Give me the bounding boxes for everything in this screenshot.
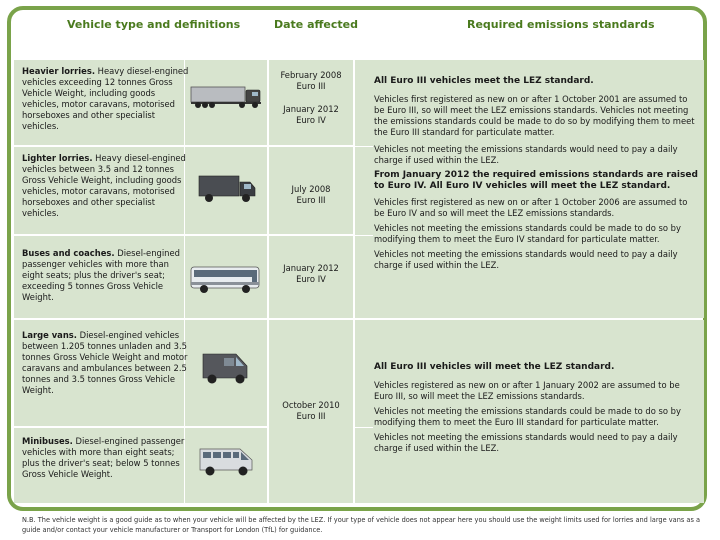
date-cell-heavy [269, 60, 353, 145]
standard-heavy-1: Euro III [296, 81, 326, 91]
vehicle-desc-large-vans: Large vans. Diesel-engined vehicles between 1.205 tonnes unladen and 3.5 tonnes Gross Vehicle Weight and motor caravans and ambulances between 2.5 tonnes and 3.5 tonnes Gross Vehicle Weight. [22, 330, 188, 395]
light-lorry-icon [198, 174, 258, 204]
date-cell-light [269, 147, 353, 234]
heavy-lorry-icon [190, 84, 264, 110]
vehicle-desc-minibuses: Minibuses. Diesel-engined passenger vehicles with more than eight seats; plus the driver's seat; below 5 tonnes Gross Vehicle Weight. [22, 436, 185, 479]
standard-van: Euro III [296, 411, 326, 421]
bus-icon [190, 264, 262, 296]
header-emissions-standards: Required emissions standards [467, 18, 655, 31]
standard-lower-2: Vehicles registered as new on or after 1 January 2002 are assumed to be Euro III, so will meet the LEZ emissions standards. [374, 379, 680, 401]
standard-bus: Euro IV [296, 274, 326, 284]
standard-upper-5: Vehicles first registered as new on or after 1 October 2006 are assumed to be Euro IV and so will meet the LEZ emissions standards. [374, 196, 688, 218]
standard-lower-4: Vehicles not meeting the emissions standards would need to pay a daily charge if used within the LEZ. [374, 431, 678, 453]
standard-light: Euro III [296, 195, 326, 205]
date-heavy-1: February 2008 [280, 70, 342, 80]
header-vehicle-type: Vehicle type and definitions [67, 18, 241, 31]
vehicle-desc-heavier-lorries: Heavier lorries. Heavy diesel-engined vehicles exceeding 12 tonnes Gross Vehicle Weight, including goods vehicles, motor caravans, motorised horseboxes and other specialist vehicles. [22, 66, 189, 131]
vehicle-desc-buses-coaches: Buses and coaches. Diesel-engined passenger vehicles with more than eight seats; plus the driver's seat; exceeding 5 tonnes Gross Vehicle Weight. [22, 248, 180, 302]
header-date-affected: Date affected [274, 18, 359, 31]
date-heavy-2: January 2012 [283, 104, 339, 114]
date-bus: January 2012 [283, 263, 339, 273]
standard-upper-3: Vehicles not meeting the emissions standards would need to pay a daily charge if used within the LEZ. [374, 143, 678, 165]
standard-upper-1: All Euro III vehicles meet the LEZ standard. [374, 76, 594, 86]
footnote: N.B. The vehicle weight is a good guide as to when your vehicle will be affected by the LEZ. If your type of vehicle does not appear here you should use the weight limits used for lorries and large vans as a guide and/or contact your vehicle manufacturer or Transport for London (TfL) for guidance. [22, 516, 701, 534]
standard-heavy-2: Euro IV [296, 115, 326, 125]
standard-upper-7: Vehicles not meeting the emissions standards would need to pay a daily charge if used within the LEZ. [374, 248, 678, 270]
date-van: October 2010 [282, 400, 340, 410]
standard-upper-6: Vehicles not meeting the emissions standards could be made to do so by modifying them to meet the Euro IV standard for particulate matter. [374, 222, 681, 244]
standard-lower-3: Vehicles not meeting the emissions standards could be made to do so by modifying them to meet the Euro III standard for particulate matter. [374, 405, 681, 427]
standard-upper-2: Vehicles first registered as new on or after 1 October 2001 are assumed to be Euro III, so will meet the LEZ emissions standards. Vehicles not meeting the emissions standards could be made to do so by modifying them to meet the Euro III standard for particulate matter. [374, 93, 695, 137]
van-icon [200, 350, 252, 386]
standards-upper [374, 76, 700, 271]
standard-upper-4: From January 2012 the required emissions standards are raised to Euro IV. All Euro IV vehicles will meet the LEZ standard. [374, 169, 698, 191]
date-cell-bus [269, 236, 353, 318]
standards-lower [374, 362, 700, 454]
date-light: July 2008 [291, 184, 331, 194]
vehicle-desc-lighter-lorries: Lighter lorries. Heavy diesel-engined vehicles between 3.5 and 12 tonnes Gross Vehicle Weight, including goods vehicles, motor caravans, motorised horseboxes and other specialist vehicles. [22, 153, 186, 218]
minibus-icon [198, 444, 256, 478]
standard-lower-1: All Euro III vehicles will meet the LEZ standard. [374, 362, 615, 372]
date-cell-van-minibus [269, 320, 353, 503]
